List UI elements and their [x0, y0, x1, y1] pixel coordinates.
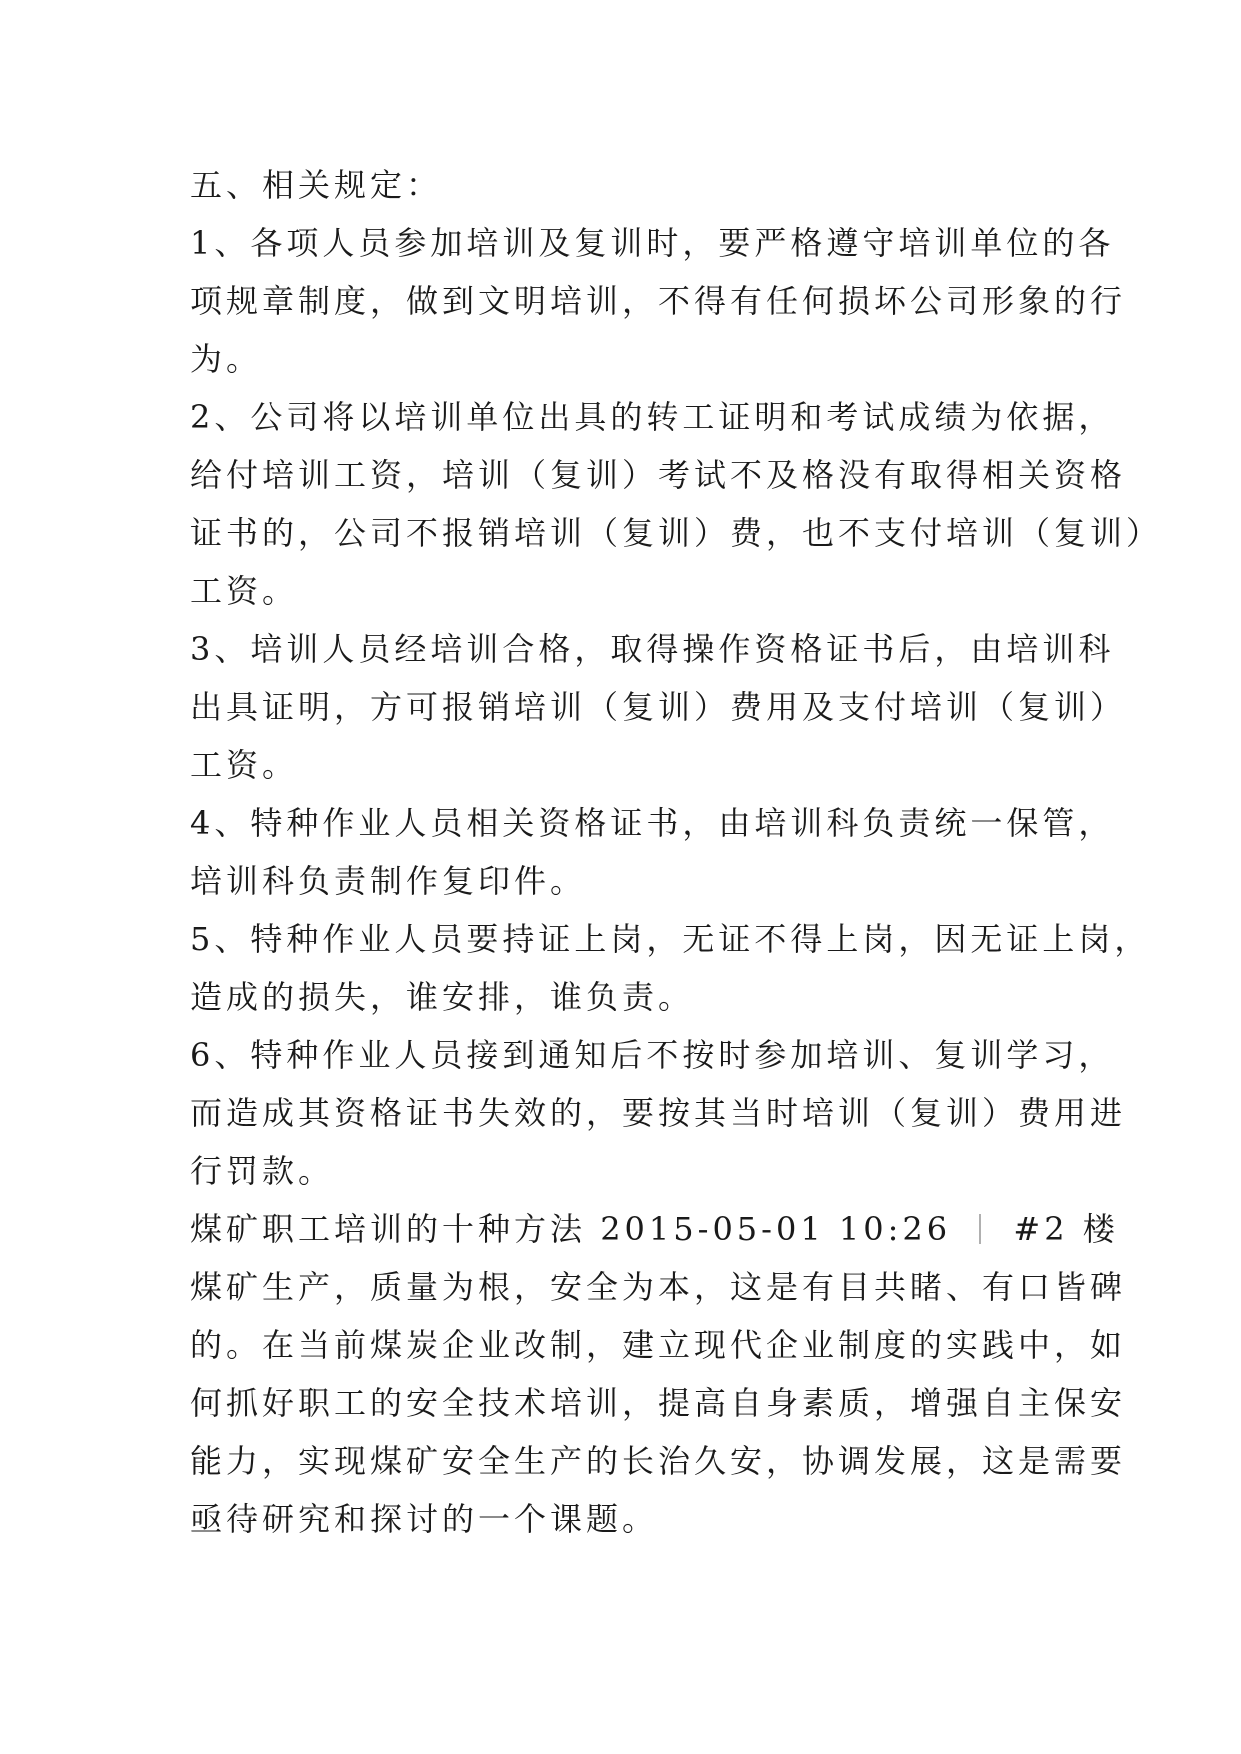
rule-5	[190, 910, 1151, 1026]
rule-2-line: 证书的，公司不报销培训（复训）费，也不支付培训（复训）	[190, 514, 1163, 552]
rule-3	[190, 620, 1127, 794]
paragraph-line: 亟待研究和探讨的一个课题。	[190, 1500, 659, 1538]
paragraph-line: 煤矿生产，质量为根，安全为本，这是有目共睹、有口皆碑	[190, 1268, 1127, 1306]
rule-4-line: 培训科负责制作复印件。	[190, 862, 587, 900]
rule-2-line: 2、公司将以培训单位出具的转工证明和考试成绩为依据，	[190, 398, 1115, 436]
rule-2	[190, 388, 1163, 620]
rule-5-line: 5、特种作业人员要持证上岗，无证不得上岗，因无证上岗，	[190, 920, 1151, 958]
post-heading	[190, 1200, 1119, 1258]
paragraph-line: 的。在当前煤炭企业改制，建立现代企业制度的实践中，如	[190, 1326, 1127, 1364]
rule-1-line: 1、各项人员参加培训及复训时，要严格遵守培训单位的各	[190, 224, 1115, 262]
rule-1-line: 为。	[190, 340, 263, 378]
rule-5-line: 造成的损失，谁安排，谁负责。	[190, 978, 695, 1016]
rule-6-line: 而造成其资格证书失效的，要按其当时培训（复训）费用进	[190, 1094, 1127, 1132]
post-floor: #2 楼	[1013, 1210, 1119, 1248]
rule-4-line: 4、特种作业人员相关资格证书，由培训科负责统一保管，	[190, 804, 1115, 842]
rule-6-line: 行罚款。	[190, 1152, 335, 1190]
rule-3-line: 出具证明，方可报销培训（复训）费用及支付培训（复训）	[190, 688, 1127, 726]
post-title: 煤矿职工培训的十种方法	[190, 1210, 587, 1248]
document-body	[190, 156, 1163, 1548]
rule-6	[190, 1026, 1127, 1200]
rule-2-line: 给付培训工资，培训（复训）考试不及格没有取得相关资格	[190, 456, 1127, 494]
rule-1-line: 项规章制度，做到文明培训，不得有任何损坏公司形象的行	[190, 282, 1127, 320]
section-title: 五、相关规定：	[190, 166, 443, 204]
rule-2-line: 工资。	[190, 572, 299, 610]
rule-6-line: 6、特种作业人员接到通知后不按时参加培训、复训学习，	[190, 1036, 1115, 1074]
divider	[979, 1214, 981, 1244]
rule-3-line: 3、培训人员经培训合格，取得操作资格证书后，由培训科	[190, 630, 1115, 668]
rule-4	[190, 794, 1115, 910]
post-datetime: 2015-05-01 10:26	[600, 1210, 952, 1248]
rule-3-line: 工资。	[190, 746, 299, 784]
rule-1	[190, 214, 1127, 388]
body-paragraph	[190, 1258, 1127, 1548]
paragraph-line: 能力，实现煤矿安全生产的长治久安，协调发展，这是需要	[190, 1442, 1127, 1480]
paragraph-line: 何抓好职工的安全技术培训，提高自身素质，增强自主保安	[190, 1384, 1127, 1422]
